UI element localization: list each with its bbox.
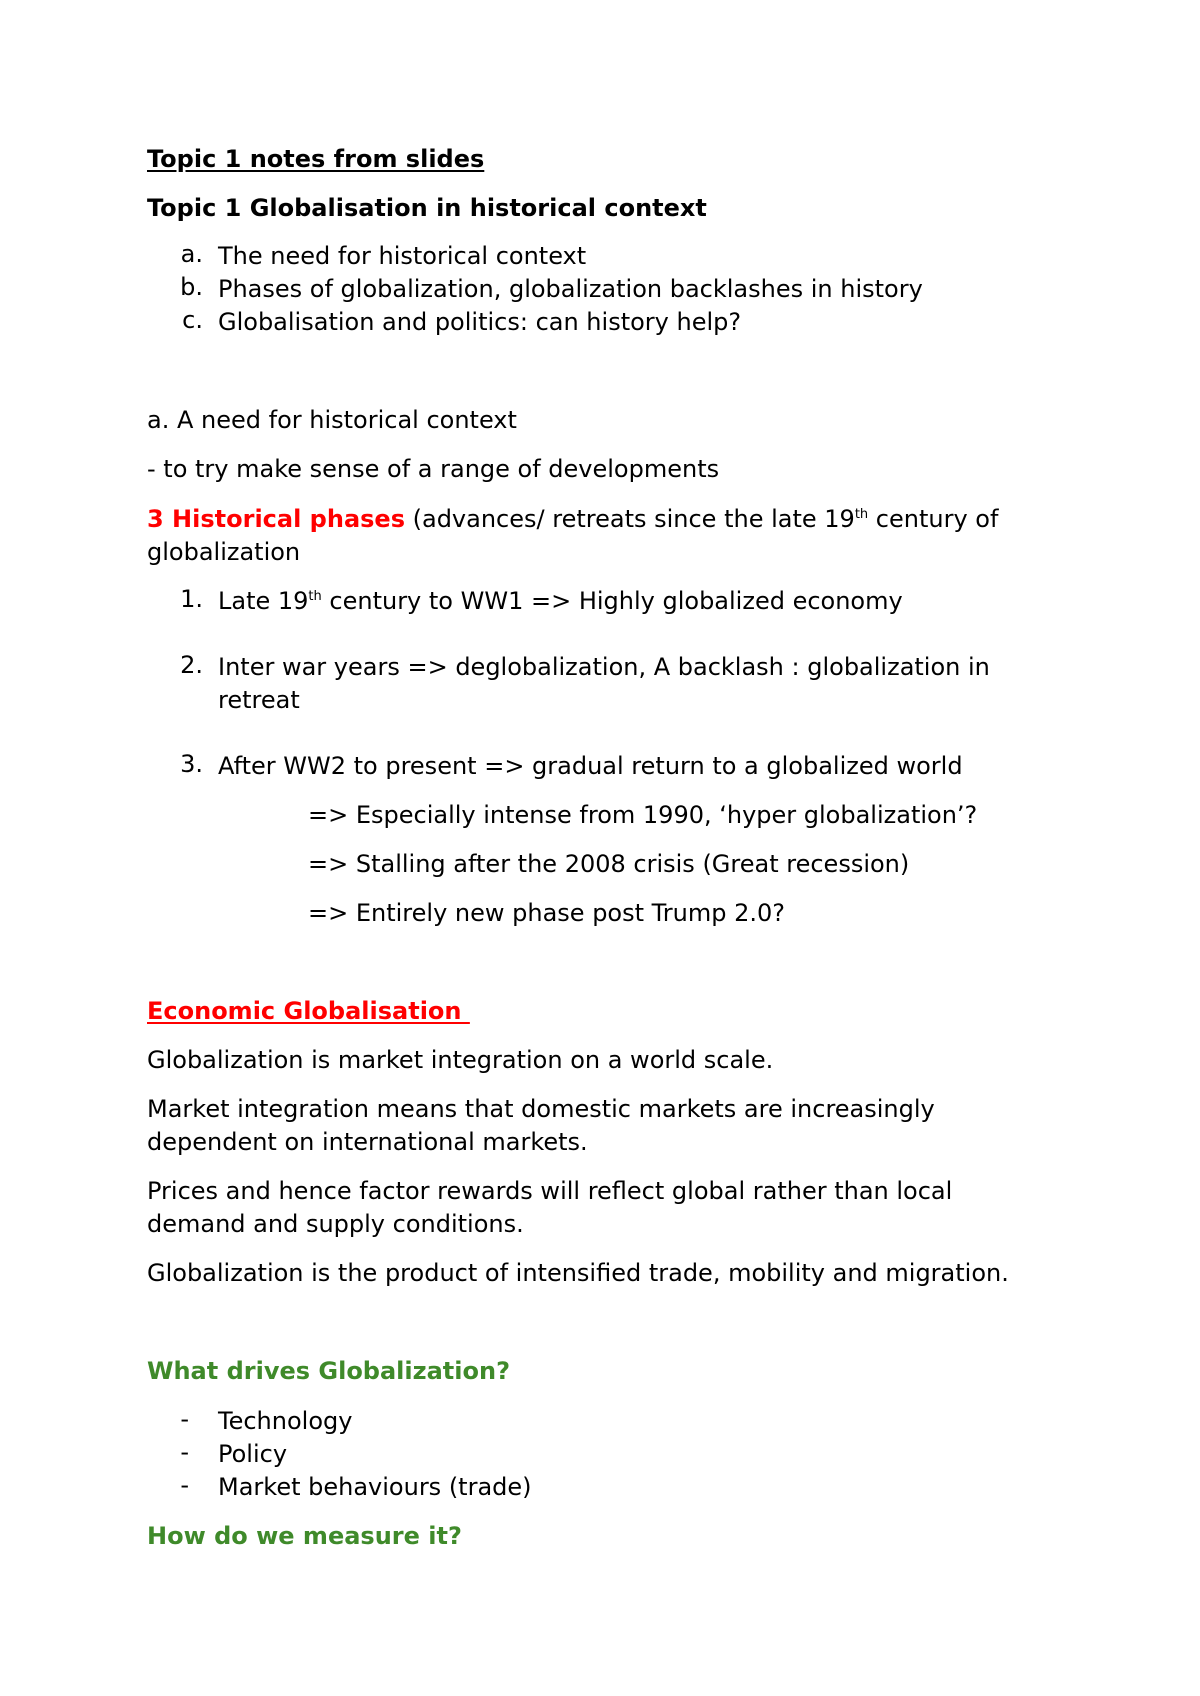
measure-heading: How do we measure it?	[147, 1522, 462, 1550]
bullet-marker: -	[180, 1438, 189, 1466]
topic-heading: Topic 1 Globalisation in historical context	[147, 194, 707, 222]
phases-heading-sup: th	[854, 507, 869, 522]
outline-text: Phases of globalization, globalization backlashes in history	[218, 275, 923, 303]
phase-text-sup: th	[308, 589, 322, 604]
phase-marker: 3.	[180, 750, 203, 778]
document-title: Topic 1 notes from slides	[147, 145, 485, 173]
bullet-marker: -	[180, 1405, 189, 1433]
phase-sub-item: => Especially intense from 1990, ‘hyper globalization’?	[308, 801, 978, 829]
section-a-heading: a. A need for historical context	[147, 406, 517, 434]
phase-text-start: Late 19	[218, 587, 309, 615]
phase-text-end: century to WW1 => Highly globalized economy	[321, 587, 903, 615]
outline-marker: b.	[180, 273, 203, 301]
section-a-note: - to try make sense of a range of developments	[147, 455, 720, 483]
economic-paragraph: Prices and hence factor rewards will reflect global rather than local	[147, 1177, 953, 1205]
economic-paragraph: demand and supply conditions.	[147, 1210, 524, 1238]
phases-heading-line2: globalization	[147, 538, 301, 566]
economic-paragraph: Globalization is the product of intensified trade, mobility and migration.	[147, 1259, 1009, 1287]
phase-text: Inter war years => deglobalization, A backlash : globalization in	[218, 653, 990, 681]
outline-marker: a.	[180, 240, 203, 268]
phases-heading	[147, 503, 998, 536]
phase-sub-item: => Stalling after the 2008 crisis (Great recession)	[308, 850, 910, 878]
bullet-marker: -	[180, 1471, 189, 1499]
economic-heading: Economic Globalisation	[147, 997, 470, 1025]
phase-marker: 2.	[180, 651, 203, 679]
economic-paragraph: Globalization is market integration on a world scale.	[147, 1046, 774, 1074]
phases-heading-text: (advances/ retreats since the late 19	[405, 505, 855, 533]
phases-heading-highlight: 3 Historical phases	[147, 505, 405, 533]
phase-text	[218, 585, 903, 618]
drivers-text: Market behaviours (trade)	[218, 1473, 532, 1501]
drivers-text: Policy	[218, 1440, 288, 1468]
outline-marker: c.	[182, 306, 203, 334]
drivers-heading: What drives Globalization?	[147, 1357, 510, 1385]
economic-paragraph: dependent on international markets.	[147, 1128, 588, 1156]
phase-sub-item: => Entirely new phase post Trump 2.0?	[308, 899, 786, 927]
phase-text: After WW2 to present => gradual return to a globalized world	[218, 752, 963, 780]
outline-text: The need for historical context	[218, 242, 587, 270]
economic-paragraph: Market integration means that domestic markets are increasingly	[147, 1095, 935, 1123]
outline-text: Globalisation and politics: can history help?	[218, 308, 742, 336]
phase-text-line2: retreat	[218, 686, 300, 714]
drivers-text: Technology	[218, 1407, 353, 1435]
phase-marker: 1.	[180, 585, 203, 613]
phases-heading-text-end: century of	[868, 505, 999, 533]
